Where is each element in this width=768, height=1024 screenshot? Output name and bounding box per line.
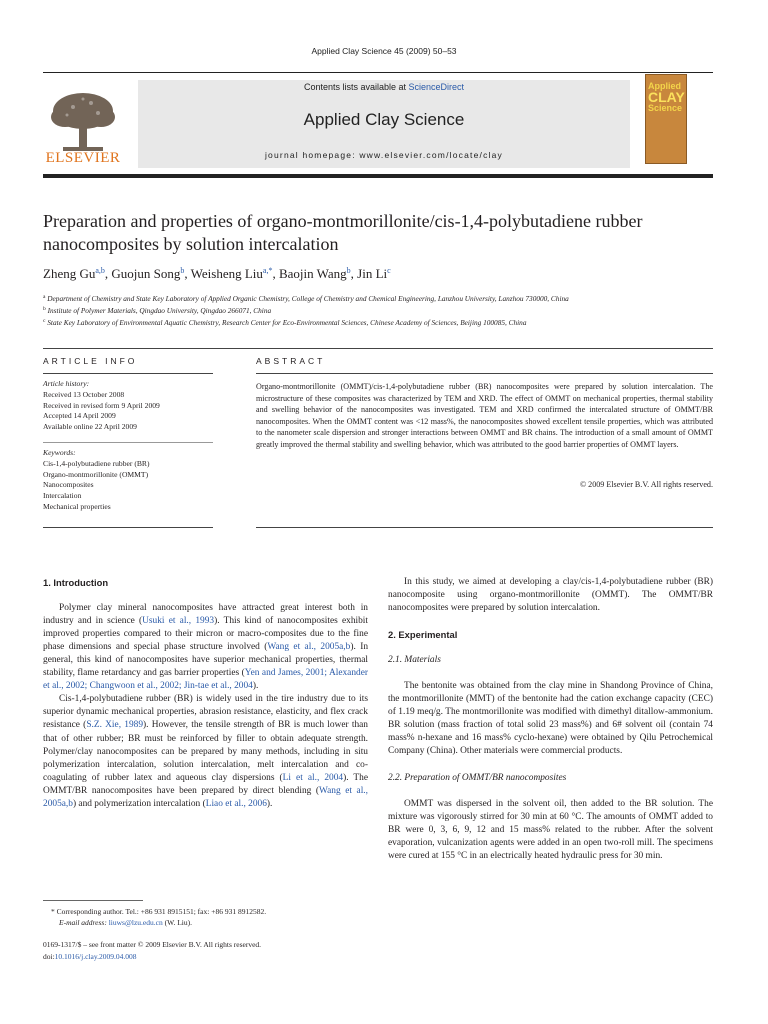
text-run: ). This kind of nanocomposites exhibit improved properties compared to their micron or macro-composites due to the fine phase dimensions and special phase structure involved ( [43, 616, 369, 653]
text-run: ). [252, 681, 259, 692]
doi-line [43, 951, 368, 963]
author-affiliation-marker[interactable]: b [346, 266, 351, 275]
divider [43, 348, 713, 349]
author-name: Jin Li [357, 266, 388, 281]
right-column [388, 576, 713, 863]
subsection-title: 2.1. Materials [388, 655, 441, 666]
email-suffix: (W. Liu). [162, 918, 193, 927]
text-run: ). [266, 798, 273, 809]
paragraph: The bentonite was obtained from the clay mine in Shandong Province of China, the montmorillonite (MMT) of the bentonite had the cation exchange capacity (CEC) of 1.19 meq/g. The montmorillonite was modified with dimethyl ditallow-ammonium. BR solution (mass fraction of total solid 23 mass%) and 6# solvent oil (contain 74 mass% n-hexane and 16 mass% cyclo-hexane) were obtained by Qilu Petrochemical Company (China). Other materials were commercial products. [388, 681, 713, 757]
text-run: Polymer clay mineral nanocomposites have attracted great interest both in industry and in science ( [43, 603, 368, 627]
journal-homepage[interactable]: journal homepage: www.elsevier.com/locate/clay [264, 150, 504, 160]
footnote-rule [43, 900, 143, 901]
cover-line-3: Science [648, 103, 683, 113]
keyword-item: Organo-montmorillonite (OMMT) [43, 469, 149, 479]
paragraph [43, 693, 368, 810]
keyword-item: Intercalation [43, 491, 82, 501]
corresponding-author: * Corresponding author. Tel.: +86 931 8915151; fax: +86 931 8912582. [51, 907, 267, 916]
paragraph: OMMT was dispersed in the solvent oil, then added to the BR solution. The mixture was vigorously stirred for 30 min at 60 °C. The amounts of OMMT added to BR were 0, 3, 6, 9, 12 and 15 mass% related to the rubber. After the solvent evaporation, vulcanization agents were added in an open two-roll mill. The specimens were cured at 155 °C in an electrically heated hydraulic press for 30 min. [388, 798, 713, 861]
affiliation-item [43, 304, 723, 316]
history-label: Article history: [43, 379, 90, 388]
paragraph [43, 602, 368, 693]
email-link[interactable]: liuws@lzu.edu.cn [108, 918, 163, 927]
author-separator: , [104, 266, 112, 281]
author-affiliation-marker[interactable]: b [180, 266, 185, 275]
article-history [43, 379, 213, 433]
copyright-notice: © 2009 Elsevier B.V. All rights reserved. [579, 480, 713, 489]
cover-line-1: Applied [648, 81, 681, 91]
affiliation-text: State Key Laboratory of Environmental Aquatic Chemistry, Research Center for Eco-Environmental Sciences, Chinese Academy of Sciences, Beijing 100085, China [47, 318, 527, 327]
citation-link[interactable]: S.Z. Xie, 1989 [86, 720, 144, 731]
sciencedirect-link[interactable]: ScienceDirect [408, 82, 465, 92]
text-run: Cis-1,4-polybutadiene rubber (BR) is widely used in the tire industry due to its superior dynamic mechanical properties, abrasion resistance, elasticity, and flex crack resistance ( [43, 694, 368, 731]
divider [256, 373, 713, 374]
author-affiliation-marker[interactable]: a,* [262, 266, 273, 275]
doi-label: doi: [43, 951, 55, 961]
author-separator: , [272, 266, 279, 281]
author-name: Baojin Wang [278, 266, 347, 281]
email-line [43, 917, 368, 928]
divider [43, 527, 213, 528]
article-title: Preparation and properties of organo-montmorillonite/cis-1,4-polybutadiene rubber nanocomposites by solution intercalation [43, 211, 643, 254]
publication-info [43, 939, 368, 962]
affiliation-item [43, 316, 723, 328]
text-run: ) and polymerization intercalation ( [72, 798, 206, 809]
keyword-item: Nanocomposites [43, 480, 94, 490]
citation-link[interactable]: Usuki et al., 1993 [142, 616, 215, 627]
cover-line-2: CLAY [648, 89, 685, 105]
history-item: Received in revised form 9 April 2009 [43, 400, 160, 410]
affiliation-text: Department of Chemistry and State Key Laboratory of Applied Organic Chemistry, College of Chemistry and Chemical Engineering, Lanzhou University, Lanzhou 730000, China [47, 294, 569, 303]
masthead-rule [43, 174, 713, 178]
text-run: ). The OMMT/BR nanocomposites have been prepared by direct blending ( [43, 772, 368, 796]
citation-link[interactable]: Wang et al., 2005a,b [43, 785, 368, 809]
citation-link[interactable]: Liao et al., 2006 [205, 798, 267, 809]
citation-link[interactable]: Wang et al., 2005a,b [267, 642, 351, 653]
affiliation-marker: b [43, 306, 46, 312]
affiliation-marker: c [43, 318, 46, 324]
author-name: Guojun Song [111, 266, 181, 281]
article-info-heading: ARTICLE INFO [43, 356, 138, 366]
paragraph: In this study, we aimed at developing a clay/cis-1,4-polybutadiene rubber (BR) nanocomposite using organo-montmorillonite (OMMT). The OMMT/BR nanocomposites were prepared by solution intercalation. [388, 577, 713, 614]
email-label: E-mail address: [59, 918, 109, 927]
abstract-body: Organo-montmorillonite (OMMT)/cis-1,4-polybutadiene rubber (BR) nanocomposites were prepared by solution intercalation. The microstructure of these composites was characterized by TEM and XRD. The effect of OMMT on mechanical properties, thermal stability and swelling behavior of the nanocomposites was investigated. TEM and XRD confirmed the intercalated structure of OMMT/BR nanocomposites. When the OMMT content was <12 mass%, the nanocomposites showed excellent tensile properties, which was attributed to the nanometer scale dispersion and stronger interactions between OMMT and BR chains. The introduction of a small amount of OMMT greatly improved the thermal stability and swelling behavior, which was attributed to the good barrier properties of OMMT layers. [256, 382, 713, 449]
cover-title [648, 82, 686, 113]
divider [43, 442, 213, 443]
abstract-heading: ABSTRACT [256, 356, 326, 366]
subsection-title: 2.2. Preparation of OMMT/BR nanocomposites [388, 772, 567, 783]
history-item: Received 13 October 2008 [43, 389, 125, 399]
keywords-block [43, 448, 213, 513]
author-affiliation-marker[interactable]: a,b [95, 266, 105, 275]
left-column [43, 576, 368, 811]
contents-line [138, 82, 630, 92]
citation-link[interactable]: Yen and James, 2001; Alexander et al., 2002; Changwoon et al., 2002; Jin-tae et al., 2004 [43, 668, 368, 692]
journal-reference: Applied Clay Science 45 (2009) 50–53 [311, 46, 457, 56]
author-separator: , [184, 266, 191, 281]
author-name: Weisheng Liu [190, 266, 263, 281]
author-name: Zheng Gu [43, 266, 96, 281]
affiliation-item [43, 292, 723, 304]
affiliation-text: Institute of Polymer Materials, Qingdao University, Qingdao 266071, China [47, 306, 272, 315]
section-title: 1. Introduction [43, 577, 109, 588]
text-run: ). However, the tensile strength of BR is much lower than that of other rubber; BR must be reinforced by filler to obtain adequate strength. Polymer/clay nanocomposites can be prepared by many methods, including in situ polymerization intercalation, solution intercalation, melt intercalation and co-coagulating of rubber latex and aqueous clay dispersions ( [43, 720, 368, 783]
doi-link[interactable]: 10.1016/j.clay.2009.04.008 [54, 951, 137, 961]
citation-link[interactable]: Li et al., 2004 [282, 772, 344, 783]
history-item: Accepted 14 April 2009 [43, 411, 116, 421]
corresponding-author-note [43, 906, 368, 928]
keywords-label: Keywords: [43, 448, 76, 457]
issn-line: 0169-1317/$ – see front matter © 2009 Elsevier B.V. All rights reserved. [43, 940, 262, 949]
divider [43, 373, 213, 374]
author-separator: , [350, 266, 358, 281]
affiliations [43, 292, 723, 328]
text-run: ). In general, this kind of nanocomposites have superior mechanical properties, thermal stability, flame retardancy and gas barrier properties ( [43, 642, 369, 679]
divider [256, 527, 713, 528]
history-item: Available online 22 April 2009 [43, 422, 137, 432]
journal-title: Applied Clay Science [303, 110, 465, 129]
author-list [43, 266, 723, 282]
elsevier-wordmark: ELSEVIER [45, 150, 121, 166]
keyword-item: Mechanical properties [43, 501, 111, 511]
section-title: 2. Experimental [388, 629, 458, 641]
author-affiliation-marker[interactable]: c [387, 266, 391, 275]
affiliation-marker: a [43, 294, 46, 300]
contents-prefix: Contents lists available at [303, 82, 409, 92]
keyword-item: Cis-1,4-polybutadiene rubber (BR) [43, 458, 150, 468]
